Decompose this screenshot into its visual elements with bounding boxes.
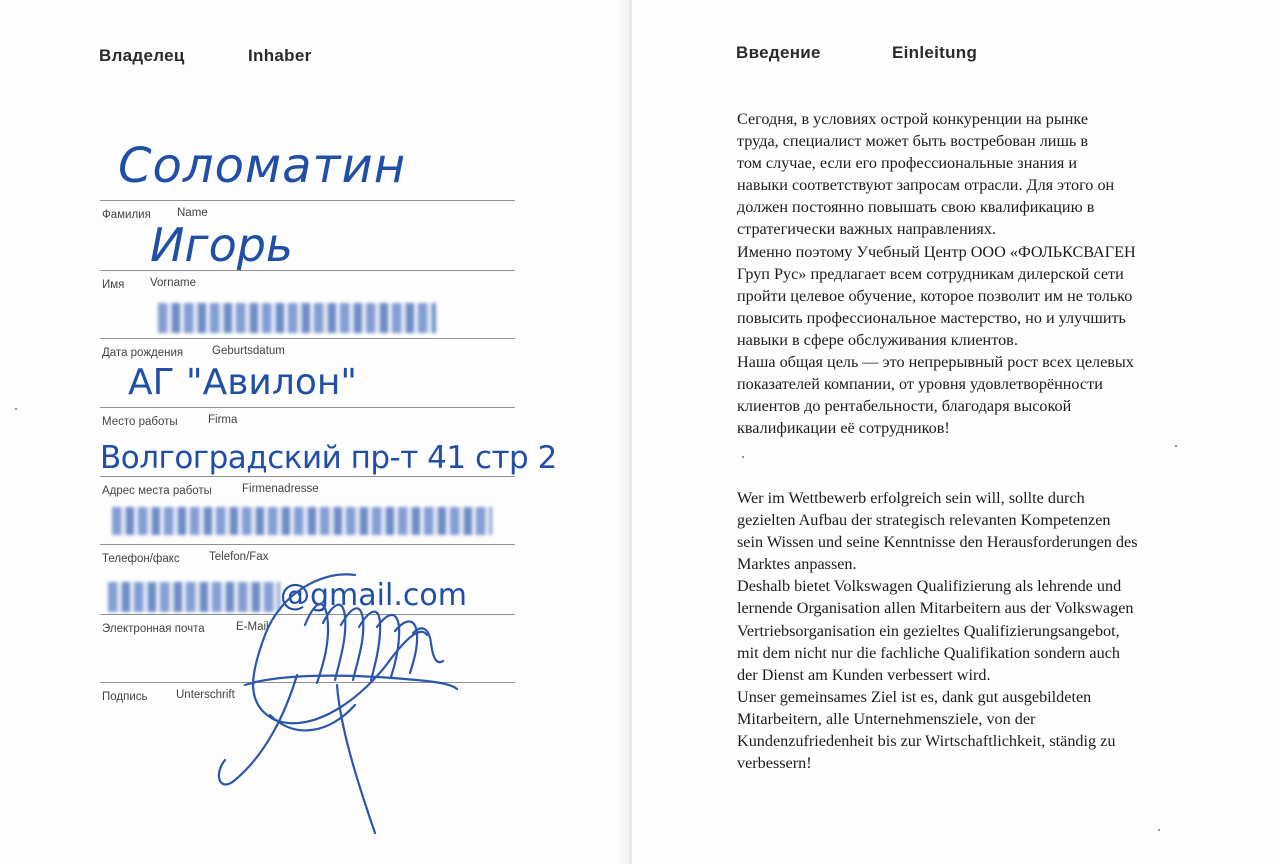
birthdate-label-de: Geburtsdatum	[212, 345, 285, 357]
scan-speck	[742, 456, 744, 458]
address-value: Волгоградский пр-т 41 стр 2	[100, 440, 557, 476]
handwritten-signature	[205, 565, 465, 840]
address-label-ru: Адрес места работы	[102, 485, 212, 497]
address-line	[100, 476, 515, 477]
owner-heading-ru: Владелец	[99, 46, 185, 65]
firma-label-ru: Место работы	[102, 416, 178, 428]
intro-text-ru: Сегодня, в условиях острой конкуренции на рынке труда, специалист может быть востребован лишь в том случае, если его профессиональные знания и навыки соответствуют запросам отрасли. Для этого он должен постоянно повышать свою квалификацию в стратегически важных направлениях. Именно поэтому Учебный Центр ООО «ФОЛЬКСВАГЕН Груп Рус» предлагает всем сотрудникам дилерской сети пройти целевое обучение, которое позволит им не только повысить профессиональное мастерство, но и улучшить навыки в сфере обслуживания клиентов. Наша общая цель — это непрерывный рост всех целевых показателей компании, от уровня удовлетворённости клиентов до рентабельности, благодаря высокой квалификации её сотрудников!	[737, 110, 1136, 438]
birthdate-line	[100, 338, 515, 339]
phone-label-ru: Телефон/факс	[102, 553, 180, 565]
firma-value: АГ "Авилон"	[128, 362, 357, 403]
surname-label-ru: Фамилия	[102, 209, 151, 221]
phone-label-de: Telefon/Fax	[209, 551, 269, 563]
signature-label-de: Unterschrift	[176, 689, 235, 701]
owner-heading-de: Inhaber	[248, 46, 312, 65]
email-label-de: E-Mail	[236, 621, 269, 633]
firstname-line	[100, 270, 515, 271]
firma-label-de: Firma	[208, 414, 238, 426]
firstname-value: Игорь	[150, 218, 294, 272]
firstname-label-de: Vorname	[150, 277, 197, 289]
scan-speck	[15, 408, 17, 410]
surname-label-de: Name	[177, 207, 208, 219]
surname-line	[100, 200, 515, 201]
scan-speck	[1175, 445, 1177, 447]
email-value: @gmail.com	[280, 578, 467, 613]
scan-speck	[1158, 829, 1160, 831]
left-page	[0, 0, 630, 864]
firstname-label-ru: Имя	[102, 279, 125, 291]
birthdate-label-ru: Дата рождения	[102, 347, 184, 359]
birthdate-redacted	[158, 303, 436, 333]
signature-label-ru: Подпись	[102, 691, 148, 703]
intro-heading-de: Einleitung	[892, 43, 978, 62]
phone-line	[100, 544, 515, 545]
intro-heading-ru: Введение	[736, 43, 821, 62]
intro-text-de: Wer im Wettbewerb erfolgreich sein will, sollte durch gezielten Aufbau der strategisch relevanten Kompetenzen sein Wissen und seine Kenntnisse den Herausforderungen des Marktes anpassen. Deshalb bietet Volkswagen Qualifizierung als lehrende und lernende Organisation allen Mitarbeitern aus der Volkswagen Vertriebsorganisation ein gezieltes Qualifizierungsangebot, mit dem nicht nur die fachliche Qualifikation sondern auch der Dienst am Kunden verbessert wird. Unser gemeinsames Ziel ist es, dank gut ausgebildeten Mitarbeitern, alle Unternehmensziele, von der Kundenzufriedenheit bis zur Wirtschaftlichkeit, ständig zu verbessern!	[737, 489, 1138, 773]
email-label-ru: Электронная почта	[102, 623, 205, 635]
address-label-de: Firmenadresse	[242, 483, 319, 495]
firma-line	[100, 407, 515, 408]
phone-redacted	[112, 507, 492, 535]
surname-value: Соломатин	[118, 138, 407, 194]
